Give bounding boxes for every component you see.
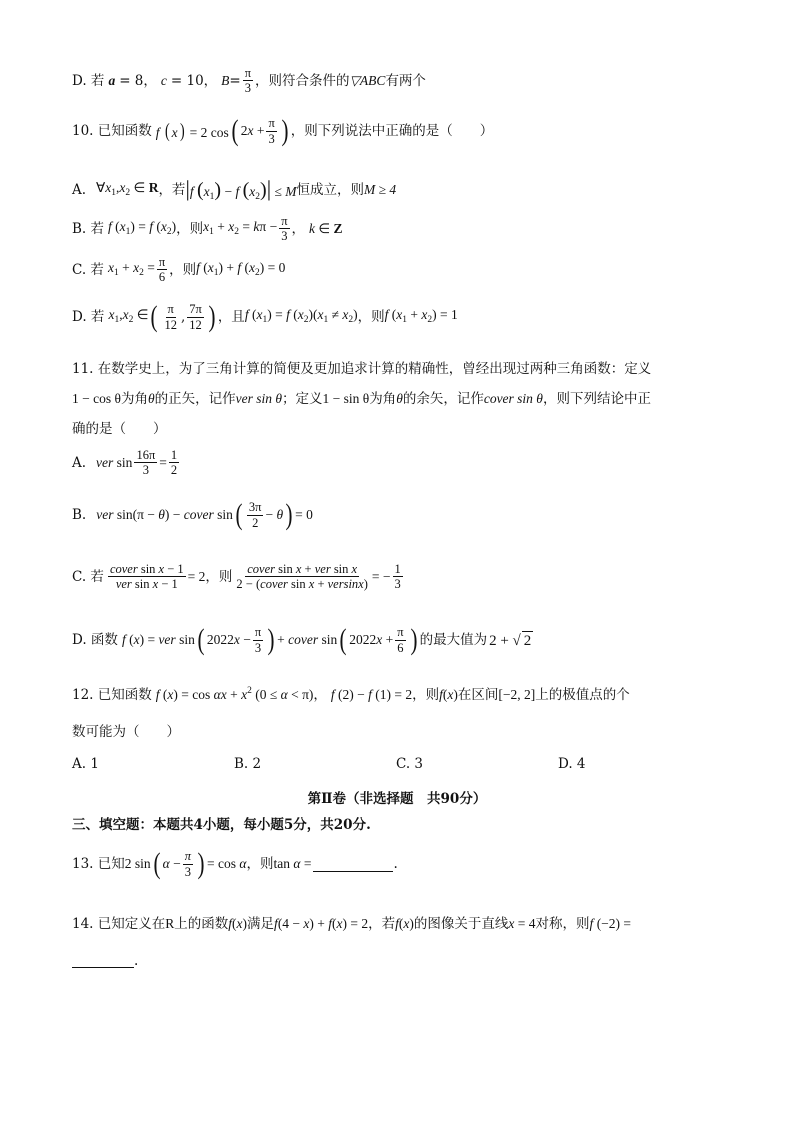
section-title: 第Ⅱ卷（非选择题 共90分） xyxy=(307,791,487,807)
q12-stem-line2: 数可能为（ ） xyxy=(72,724,180,740)
q14-line2: . xyxy=(72,953,138,969)
fill-in-heading: 三、填空题：本题共4小题，每小题5分，共20分. xyxy=(72,817,371,833)
q11-stem-line3: 确的是（ ） xyxy=(72,421,167,437)
q11-stem-line1: 11. 在数学史上，为了三角计算的简便及更加追求计算的精确性，曾经出现过两种三角函数：定义 xyxy=(72,361,652,377)
q10-option-a: A. $\forall x_1,x_2$ ∈ R ，若 |f $(x_1) - f$ $(x_2)| \le M$ 恒成立，则 M ≥ 4 xyxy=(72,176,397,202)
answer-blank[interactable] xyxy=(72,955,134,968)
q12-option-c: C. 3 xyxy=(396,756,424,772)
answer-blank[interactable] xyxy=(313,857,393,872)
q13: 13. 已知 2 sin ( α − $\frac{\pi}{3}$ ) = cos α ，则 tan α = . xyxy=(72,847,398,880)
q12-options xyxy=(72,756,722,772)
q11-option-d: D. 函数 f (x) = ver sin ( 2022x − $\frac{\pi}{3}$ ) + cover sin ( 2022x + $\frac{\pi}{6}$ ) 的最大值为 2 + √ 2 xyxy=(72,623,532,656)
q12-option-d: D. 4 xyxy=(558,756,586,772)
q12-option-b: B. 2 xyxy=(234,756,262,772)
q10-option-c: C. 若 $x_1 + x_2$ = $\frac{\pi}{6}$ ，则 f $(x_1) + f$ $(x_2) = 0$ xyxy=(72,255,286,285)
q14-line1: 14. 已知定义在 R 上的函数 f(x) 满足 f(4 − x) + f(x) = 2 ，若 f(x) 的图像关于直线 x = 4 对称，则 f (−2) = xyxy=(72,916,632,932)
q11-option-c: C. 若 $\frac{\text{cover sin x − 1}}{\text{ver sin x − 1}}$ = 2 ，则 $\frac{\text{cover sin x + ver sin x}}{\text{2 − (cover sin x + versinx)}}$ = − $\frac{1}{3}$ xyxy=(72,562,401,592)
q10-option-d: D. 若 $x_1,x_2$ ∈ ( $\frac{\pi}{12}$ , $\frac{7\pi}{12}$ ) ，且 f $(x_1) = f$ $(x_2)(x_1 \ne x_2)$ ，则 f $(x_1 + x_2) = 1$ xyxy=(72,300,458,333)
q12-option-a: A. 1 xyxy=(72,756,99,772)
q11-option-b: B. ver sin(π − θ) − cover sin ( $\frac{3\pi}{2}$ − θ ) = 0 xyxy=(72,498,313,531)
q11-option-a: A. ver sin $\frac{16\pi}{3}$ = $\frac{1}{2}$ xyxy=(72,448,178,478)
q10-option-b: B. 若 f $(x_1) = f$ $(x_2)$ ，则 $x_1 + x_2 = k\pi$ − $\frac{\pi}{3}$ ， k ∈ Z xyxy=(72,214,343,244)
q12-stem-line1: 12. 已知函数 f $(x) = \cos \alpha x + x^2$ (0 ≤ α < π) ， f (2) − f (1) = 2 ，则 f(x) 在区间 [−2, 2] 上的极值点的个 xyxy=(72,686,630,703)
q10-stem: 10. 已知函数 f ( x ) = 2 cos ( 2x + $\frac{\pi}{3}$ ) ，则下列说法中正确的是（ ） xyxy=(72,114,494,147)
fraction: $\frac{\pi}{3}$ xyxy=(244,66,252,96)
q11-stem-line2: 1 − cos θ 为角 θ 的正矢，记作 ver sin θ ；定义 1 − sin θ 为角 θ 的余矢，记作 cover sin θ ，则下列结论中正 xyxy=(72,391,651,407)
q9-option-d: D. 若 a = 8， c = 10， B = $\frac{\pi}{3}$ ，则符合条件的 ▽ABC 有两个 xyxy=(72,66,426,96)
